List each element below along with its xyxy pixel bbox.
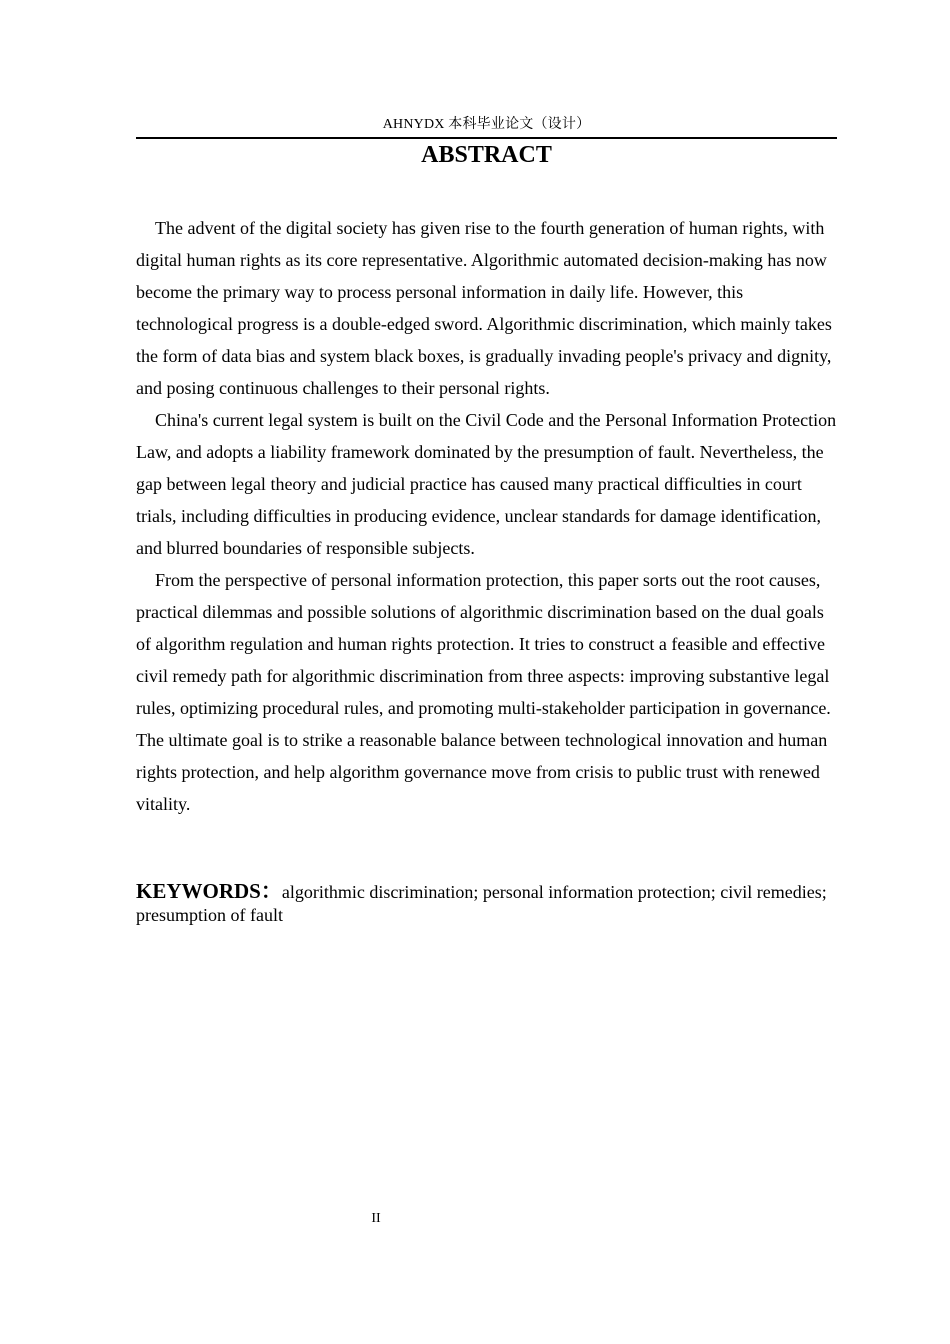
abstract-title: ABSTRACT xyxy=(421,142,552,168)
running-header: AHNYDX 本科毕业论文（设计） xyxy=(382,117,591,132)
abstract-paragraph: The advent of the digital society has given rise to the fourth generation of human rights, with digital human rights as its core representative. Algorithmic automated decision-making has now become the primary way to process personal information in daily life. However, this technological progress is a double-edged sword. Algorithmic discrimination, which mainly takes the form of data bias and system black boxes, is gradually invading people's privacy and dignity, and posing continuous challenges to their personal rights. xyxy=(136,218,832,398)
keywords-label: KEYWORDS： xyxy=(136,879,282,903)
keywords-section xyxy=(136,880,837,927)
header-rule xyxy=(136,137,837,139)
page-number: II xyxy=(371,1211,381,1226)
abstract-paragraph: From the perspective of personal information protection, this paper sorts out the root causes, practical dilemmas and possible solutions of algorithmic discrimination based on the dual goals of algorithm regulation and human rights protection. It tries to construct a feasible and effective civil remedy path for algorithmic discrimination from three aspects: improving substantive legal rules, optimizing procedural rules, and promoting multi-stakeholder participation in governance. The ultimate goal is to strike a reasonable balance between technological innovation and human rights protection, and help algorithm governance move from crisis to public trust with renewed vitality. xyxy=(136,570,831,814)
abstract-paragraph: China's current legal system is built on the Civil Code and the Personal Information Protection Law, and adopts a liability framework dominated by the presumption of fault. Nevertheless, the gap between legal theory and judicial practice has caused many practical difficulties in court trials, including difficulties in producing evidence, unclear standards for damage identification, and blurred boundaries of responsible subjects. xyxy=(136,410,837,558)
keywords-text: algorithmic discrimination; personal information protection; civil remedies; presumption of fault xyxy=(136,882,827,925)
abstract-body xyxy=(136,212,837,820)
